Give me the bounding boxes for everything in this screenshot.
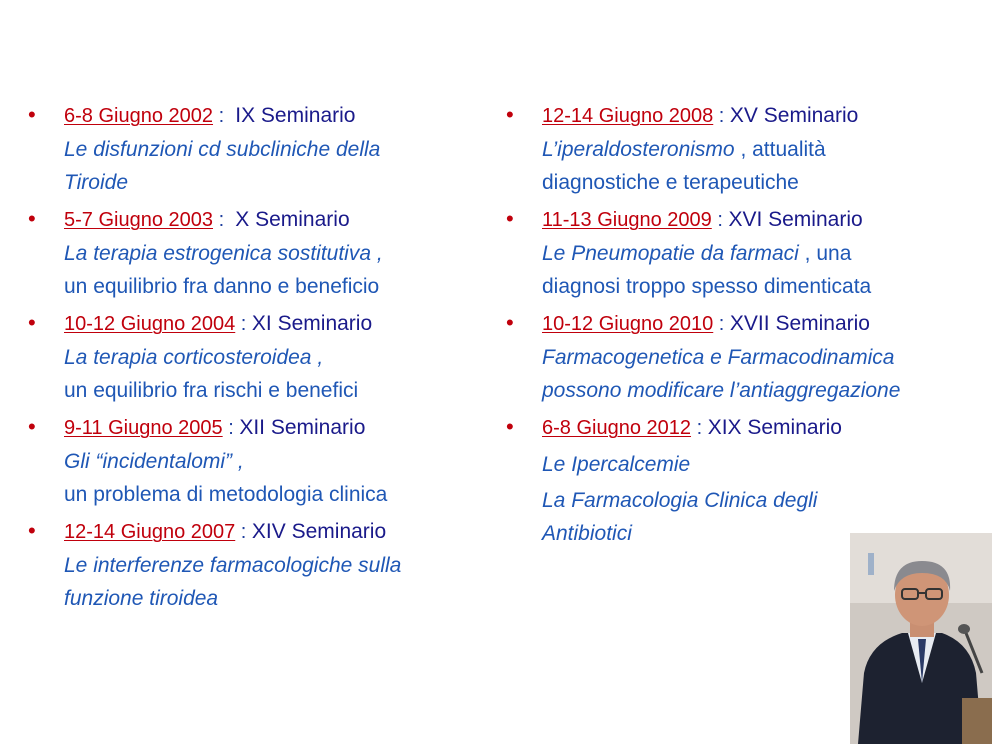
topic-text: Tiroide: [64, 171, 129, 194]
seminar-topic-line: [542, 133, 990, 166]
topic-text: un equilibrio fra danno e beneficio: [64, 275, 380, 298]
seminar-number: XII Seminario: [239, 416, 366, 439]
seminar-topic-line: [542, 166, 990, 199]
bullet-icon: •: [28, 518, 36, 543]
topic-text: possono modificare l’antiaggregazione: [542, 379, 901, 402]
topic-text-rest: , una: [798, 242, 852, 265]
seminar-number: XV Seminario: [729, 104, 859, 127]
topic-text: Farmacogenetica e Farmacodinamica: [542, 346, 895, 369]
seminar-heading: [542, 203, 990, 237]
separator: :: [235, 313, 252, 335]
seminar-topic-line: [64, 237, 478, 270]
seminar-item: [506, 411, 990, 550]
topic-text: Le Pneumopatie da farmaci: [542, 242, 799, 265]
separator: :: [235, 521, 252, 543]
seminar-item: [28, 411, 478, 511]
speaker-photo-image: [850, 533, 992, 744]
bullet-icon: •: [506, 206, 514, 231]
seminar-item: [506, 307, 990, 407]
bullet-icon: •: [28, 414, 36, 439]
seminar-heading: [64, 307, 478, 341]
speaker-photo: [850, 533, 992, 744]
seminar-item: [28, 99, 478, 199]
seminar-topic-line: [64, 582, 478, 615]
topic-text: Gli “incidentalomi” ,: [64, 450, 244, 473]
seminar-heading: [64, 99, 478, 133]
seminar-topic-line: [542, 484, 990, 517]
topic-text: L’iperaldosteronismo: [542, 138, 735, 161]
seminar-topic-line: [64, 270, 478, 303]
topic-text: un problema di metodologia clinica: [64, 483, 388, 506]
seminar-date: 12-14 Giugno 2008: [542, 105, 714, 127]
topic-text: La terapia estrogenica sostitutiva ,: [64, 242, 383, 265]
topic-text: diagnostiche e terapeutiche: [542, 171, 799, 194]
separator: :: [713, 105, 730, 127]
bullet-icon: •: [506, 102, 514, 127]
separator: :: [691, 417, 708, 439]
separator: :: [222, 417, 240, 439]
seminar-topic-line: [542, 270, 990, 303]
seminar-date: 6-8 Giugno 2012: [542, 417, 692, 439]
topic-text: La terapia corticosteroidea ,: [64, 346, 324, 369]
topic-text: Le disfunzioni cd subcliniche della: [64, 138, 381, 161]
bullet-icon: •: [506, 310, 514, 335]
seminar-number: X Seminario: [235, 208, 350, 231]
seminar-date: 5-7 Giugno 2003: [64, 209, 214, 231]
bullet-icon: •: [28, 206, 36, 231]
seminar-date: 10-12 Giugno 2004: [64, 313, 236, 335]
seminar-item: [506, 203, 990, 303]
seminar-date: 6-8 Giugno 2002: [64, 105, 214, 127]
seminar-heading: [542, 307, 990, 341]
seminar-heading: [64, 411, 478, 445]
seminar-topic-line: [542, 374, 990, 407]
seminar-number: XVI Seminario: [728, 208, 863, 231]
seminar-topic-line: [64, 549, 478, 582]
seminar-item: [506, 99, 990, 199]
seminar-item: [28, 203, 478, 303]
seminar-number: XIV Seminario: [251, 520, 387, 543]
topic-text: funzione tiroidea: [64, 587, 219, 610]
seminar-number: XIX Seminario: [707, 416, 842, 439]
seminar-number: XVII Seminario: [729, 312, 870, 335]
seminar-heading: [64, 515, 478, 549]
seminar-heading: [64, 203, 478, 237]
topic-text: un equilibrio fra rischi e benefici: [64, 379, 359, 402]
seminar-number: XI Seminario: [251, 312, 373, 335]
seminar-topic-line: [64, 341, 478, 374]
topic-text: La Farmacologia Clinica degli: [542, 489, 818, 512]
topic-text: Le Ipercalcemie: [542, 453, 691, 476]
seminar-topic-line: [542, 237, 990, 270]
seminar-topic-line: [64, 445, 478, 478]
seminar-topic-line: [64, 133, 478, 166]
left-column: [28, 99, 478, 619]
seminar-date: 12-14 Giugno 2007: [64, 521, 236, 543]
separator: :: [213, 209, 236, 231]
topic-text: Le interferenze farmacologiche sulla: [64, 554, 402, 577]
bullet-icon: •: [28, 102, 36, 127]
seminar-item: [28, 307, 478, 407]
bullet-icon: •: [506, 414, 514, 439]
bullet-icon: •: [28, 310, 36, 335]
seminar-topic-line: [542, 448, 990, 481]
seminar-heading: [542, 411, 990, 445]
seminar-number: IX Seminario: [235, 104, 356, 127]
separator: :: [711, 209, 729, 231]
seminar-topic-line: [64, 166, 478, 199]
seminar-topic-line: [64, 478, 478, 511]
topic-text: diagnosi troppo spesso dimenticata: [542, 275, 872, 298]
seminar-date: 9-11 Giugno 2005: [64, 417, 223, 439]
topic-text-rest: , attualità: [734, 138, 826, 161]
separator: :: [213, 105, 236, 127]
right-column: [506, 99, 990, 554]
seminar-date: 11-13 Giugno 2009: [542, 209, 712, 231]
seminar-heading: [542, 99, 990, 133]
separator: :: [713, 313, 730, 335]
seminar-topic-line: [64, 374, 478, 407]
topic-text: Antibiotici: [542, 522, 632, 545]
seminar-topic-line: [542, 341, 990, 374]
seminar-item: [28, 515, 478, 615]
seminar-date: 10-12 Giugno 2010: [542, 313, 714, 335]
